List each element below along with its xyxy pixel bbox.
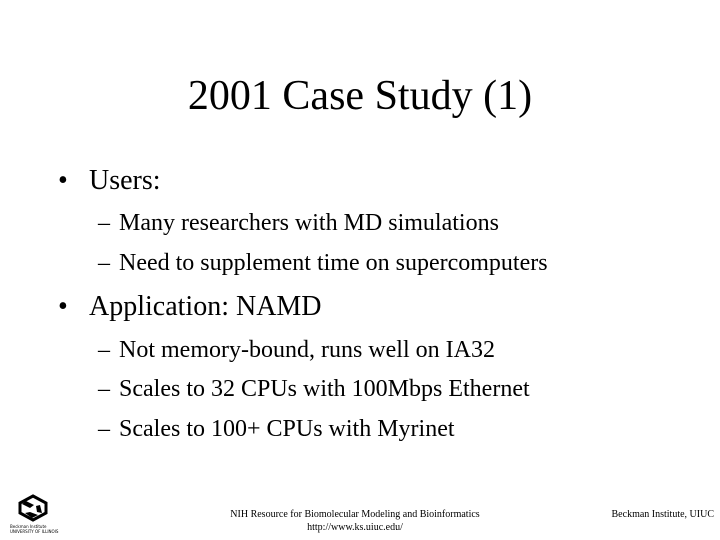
subitem-text: Scales to 100+ CPUs with Myrinet [119,416,455,442]
subitem [98,208,499,238]
sub-glyph: – [98,376,110,402]
bullet-text: Users: [89,165,161,196]
footer-resource-name: NIH Resource for Biomolecular Modeling and Bioinformatics [230,509,480,520]
subitem-text: Many researchers with MD simulations [119,210,499,236]
beckman-logo [8,492,58,536]
bullet-application [58,290,322,324]
footer-institution: Beckman Institute, UIUC [611,509,714,520]
subitem [98,374,530,404]
subitem-text: Not memory-bound, runs well on IA32 [119,337,495,363]
sub-glyph: – [98,416,110,442]
bullet-glyph: • [58,291,68,322]
slide-title: 2001 Case Study (1) [187,73,533,119]
logo-line1: Beckman Institute [10,524,47,529]
sub-glyph: – [98,210,110,236]
logo-line2: UNIVERSITY OF ILLINOIS [10,529,59,534]
bullet-users [58,164,161,198]
footer-center [200,508,510,534]
footer-url: http://www.ks.uiuc.edu/ [307,522,403,533]
bullet-text: Application: NAMD [89,291,322,322]
bullet-glyph: • [58,165,68,196]
subitem [98,335,495,365]
sub-glyph: – [98,250,110,276]
subitem [98,414,455,444]
beckman-institute-logo-icon [8,492,58,524]
subitem [98,248,548,278]
logo-caption [10,524,58,534]
sub-glyph: – [98,337,110,363]
subitem-text: Scales to 32 CPUs with 100Mbps Ethernet [119,376,530,402]
subitem-text: Need to supplement time on supercomputers [119,250,548,276]
